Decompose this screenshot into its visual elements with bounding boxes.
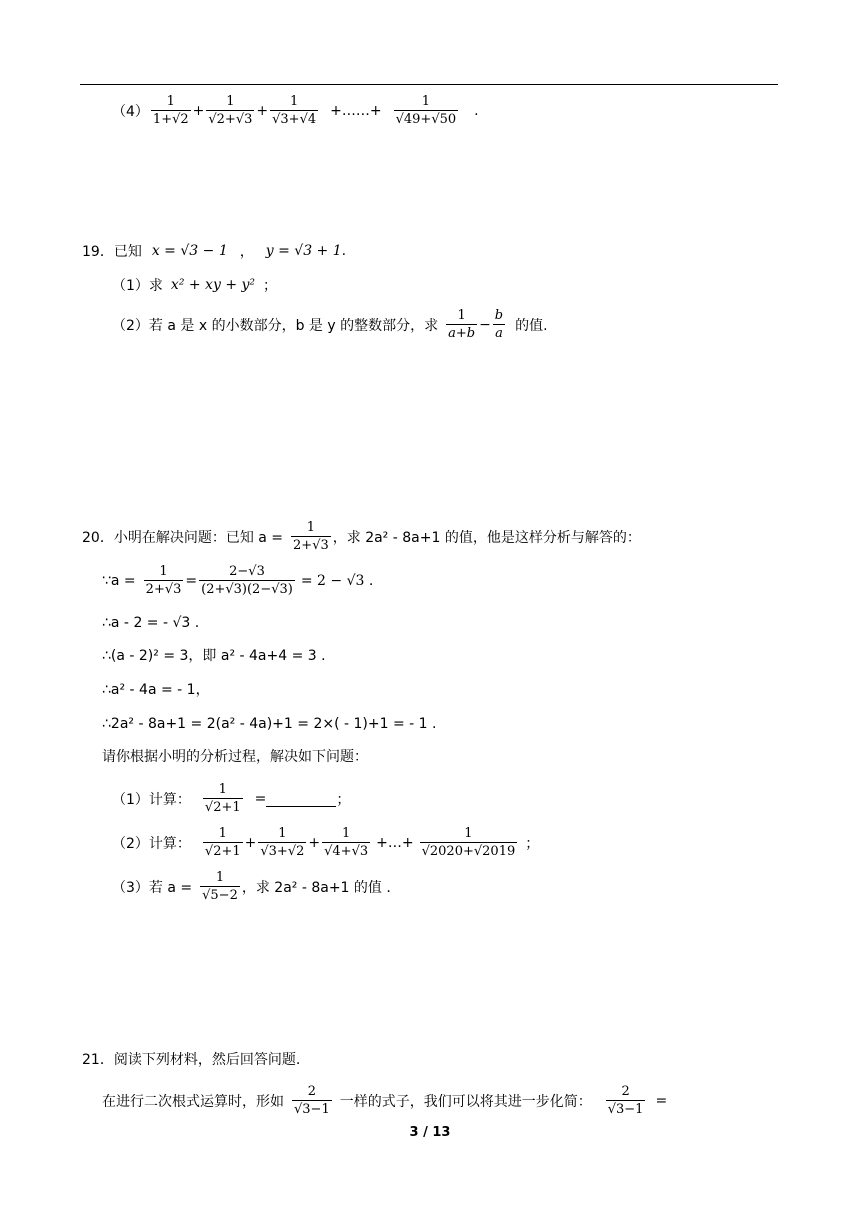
answer-blank[interactable]	[266, 792, 336, 807]
frac-den: 1+√2	[152, 112, 189, 127]
q18-4-label: （4）	[112, 104, 149, 120]
q20-p2-frac1	[203, 826, 243, 860]
q19-p1-label: （1）求	[112, 278, 163, 294]
frac-den: (2+√3)(2−√3)	[201, 582, 293, 597]
q19-x-expr: x = √3 − 1	[151, 243, 228, 259]
q20-part1	[112, 782, 350, 816]
q20-head	[82, 520, 641, 554]
q20-head-tail: ，求 2a² - 8a+1 的值，他是这样分析与解答的：	[332, 530, 641, 546]
q20-p3-tail: ，求 2a² - 8a+1 的值 .	[241, 880, 391, 896]
q19-y-expr: y = √3 + 1	[265, 243, 342, 259]
frac-num: 1	[218, 826, 227, 841]
q21-l1-frac1	[292, 1084, 332, 1118]
q20-prompt: 请你根据小明的分析过程，解决如下问题：	[102, 749, 368, 765]
q20-p3-label: （3）若 a =	[112, 880, 193, 896]
q19-head-text: 19．已知	[82, 244, 142, 260]
frac-den: √2+√3	[208, 112, 253, 127]
frac-num: b	[494, 308, 504, 323]
q18-4-frac3	[270, 94, 318, 128]
frac-den: √3+√2	[260, 844, 305, 859]
frac-num: 1	[215, 870, 225, 885]
q20-p1-frac	[203, 782, 243, 816]
q19-p1-expr: x² + xy + y²	[170, 277, 256, 293]
q18-4-end: .	[474, 103, 479, 119]
q20-l1-frac2	[199, 564, 295, 598]
q18-4-frac4	[394, 94, 459, 128]
frac-num: 1	[159, 564, 168, 579]
frac-num: 1	[278, 826, 287, 841]
q20-p2-end: ；	[525, 836, 540, 852]
frac-den: a	[493, 324, 505, 342]
frac-den: √2+1	[204, 844, 241, 859]
q20-p2-frac3	[322, 826, 370, 860]
q21-l1-end: =	[655, 1093, 668, 1109]
frac-den: √3−1	[294, 1102, 330, 1117]
q19-p2-end: 的值.	[515, 318, 548, 334]
q19-part2	[112, 308, 548, 342]
q20-head-text: 20．小明在解决问题：已知 a =	[82, 530, 284, 546]
q20-part3	[112, 870, 391, 904]
q19-part1	[112, 275, 277, 295]
frac-num: 1	[218, 782, 227, 797]
q20-line4: ∴a² - 4a = - 1，	[102, 682, 210, 698]
q20-p2-label: （2）计算：	[112, 836, 191, 852]
q20-l1-tail: = 2 − √3 .	[300, 573, 374, 589]
frac-den: √2020+√2019	[421, 844, 516, 859]
frac-den: √2+1	[204, 800, 241, 815]
frac-num: 1	[166, 94, 175, 109]
q20-line5: ∴2a² - 8a+1 = 2(a² - 4a)+1 = 2×( - 1)+1 = - 1 .	[102, 716, 437, 732]
q21-l1-pre: 在进行二次根式运算时，形如	[102, 1094, 284, 1110]
q18-4-frac1	[151, 94, 191, 128]
q20-l1-pre: ∵a =	[102, 573, 136, 589]
q20-line3: ∴(a - 2)² = 3，即 a² - 4a+4 = 3 .	[102, 648, 326, 664]
q18-part4: （4） $\frac{1}{1+√2}$ + $\frac{1}{√2+√3}$ + $\frac{1}{√3+√4}$ +……+ $\frac{1}{√49+√50}$ .	[112, 94, 479, 127]
frac-den: √3−1	[607, 1102, 644, 1117]
q20-p1-tail: =	[254, 791, 267, 807]
q19-p2-frac1	[446, 308, 477, 342]
q20-p1-end: ；	[336, 792, 351, 808]
q19-p2-text: （2）若 a 是 x 的小数部分，b 是 y 的整数部分，求	[112, 318, 439, 334]
frac-den: √5−2	[202, 888, 238, 903]
q19-p2-minus: −	[479, 317, 491, 333]
q20-l1-eq: =	[185, 573, 198, 589]
q20-line1	[102, 564, 373, 598]
q20-p2-frac4	[420, 826, 518, 860]
frac-num: 1	[306, 520, 316, 535]
frac-num: 2	[307, 1084, 316, 1099]
q21-head: 21．阅读下列材料，然后回答问题.	[82, 1052, 301, 1068]
header-rule	[80, 84, 778, 85]
frac-num: 1	[464, 826, 473, 841]
q19-p1-end: ；	[263, 278, 278, 294]
q20-p1-label: （1）计算：	[112, 792, 191, 808]
q21-l1-mid: 一样的式子，我们可以将其进一步化简：	[339, 1094, 592, 1110]
q19-p2-frac2	[493, 308, 505, 342]
q20-p2-frac2	[258, 826, 306, 860]
q20-part2: （2）计算： $\frac{1}{√2+1}$ + $\frac{1}{√3+√2}$ + $\frac{1}{√4+√3}$ +…+ $\frac{1}{√2020+√2019}$ ；	[112, 826, 540, 859]
q21-line1	[102, 1084, 667, 1118]
q21-l1-frac2	[606, 1084, 646, 1118]
frac-den: √4+√3	[324, 844, 369, 859]
frac-den: √49+√50	[395, 112, 457, 127]
q20-p3-frac	[200, 870, 240, 904]
frac-num: 1	[457, 308, 466, 323]
frac-den: 2+√3	[293, 538, 329, 553]
q19-end: .	[341, 243, 347, 259]
frac-num: 2	[621, 1084, 630, 1099]
q20-head-frac	[291, 520, 331, 554]
q20-p2-dots: +…+	[376, 835, 414, 851]
frac-num: 1	[226, 94, 235, 109]
frac-den: a+b	[448, 326, 476, 341]
frac-den: 2+√3	[145, 582, 182, 597]
frac-num: 1	[289, 94, 299, 109]
q19-head	[82, 241, 346, 261]
q18-4-ellipsis: +……+	[330, 103, 382, 119]
frac-num: 2−√3	[229, 564, 265, 579]
q20-l1-frac1	[144, 564, 184, 598]
q18-4-frac2	[206, 94, 254, 128]
q20-line2: ∴a - 2 = - √3 .	[102, 615, 200, 631]
frac-num: 1	[421, 94, 431, 109]
page-number: 3 / 13	[409, 1125, 451, 1140]
q19-sep: ，	[239, 244, 254, 260]
frac-den: √3+√4	[272, 112, 317, 127]
frac-num: 1	[341, 826, 351, 841]
